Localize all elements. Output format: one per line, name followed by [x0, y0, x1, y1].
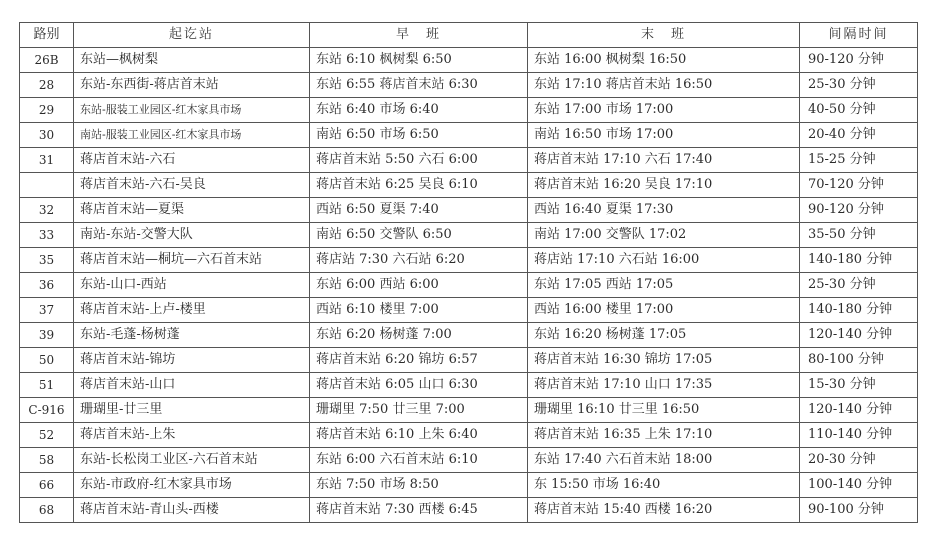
- route-cell: 30: [20, 123, 74, 148]
- interval-cell: 90-120 分钟: [800, 198, 918, 223]
- table-row: [20, 298, 918, 323]
- stops-cell: 蒋店首末站—桐坑—六石首末站: [74, 248, 310, 273]
- table-row: [20, 373, 918, 398]
- early-shift-cell: 东站 6:10 枫树梨 6:50: [310, 48, 528, 73]
- late-shift-cell: 东站 17:10 蒋店首末站 16:50: [528, 73, 800, 98]
- interval-cell: 15-30 分钟: [800, 373, 918, 398]
- stops-cell: 东站-毛蓬-杨树蓬: [74, 323, 310, 348]
- late-shift-cell: 蒋店首末站 16:35 上朱 17:10: [528, 423, 800, 448]
- stops-cell: 珊瑚里-廿三里: [74, 398, 310, 423]
- interval-cell: 100-140 分钟: [800, 473, 918, 498]
- table-row: [20, 98, 918, 123]
- stops-cell: 南站-东站-交警大队: [74, 223, 310, 248]
- route-cell: 58: [20, 448, 74, 473]
- table-row: [20, 273, 918, 298]
- interval-cell: 20-40 分钟: [800, 123, 918, 148]
- interval-cell: 80-100 分钟: [800, 348, 918, 373]
- interval-cell: 20-30 分钟: [800, 448, 918, 473]
- stops-cell: 蒋店首末站-六石-吴良: [74, 173, 310, 198]
- early-shift-cell: 蒋店首末站 6:20 锦坊 6:57: [310, 348, 528, 373]
- stops-cell: 蒋店首末站-山口: [74, 373, 310, 398]
- interval-cell: 120-140 分钟: [800, 398, 918, 423]
- table-row: [20, 48, 918, 73]
- route-cell: 28: [20, 73, 74, 98]
- stops-cell: 蒋店首末站—夏渠: [74, 198, 310, 223]
- early-shift-cell: 蒋店站 7:30 六石站 6:20: [310, 248, 528, 273]
- stops-cell: 蒋店首末站-青山头-西楼: [74, 498, 310, 523]
- table-header-row: [20, 23, 918, 48]
- early-shift-cell: 东站 6:20 杨树蓬 7:00: [310, 323, 528, 348]
- route-cell: 33: [20, 223, 74, 248]
- late-shift-cell: 东站 16:20 杨树蓬 17:05: [528, 323, 800, 348]
- late-shift-cell: 蒋店首末站 16:20 吴良 17:10: [528, 173, 800, 198]
- stops-cell: 蒋店首末站-上卢-楼里: [74, 298, 310, 323]
- stops-cell: 东站-市政府-红木家具市场: [74, 473, 310, 498]
- route-cell: 36: [20, 273, 74, 298]
- interval-cell: 70-120 分钟: [800, 173, 918, 198]
- table-row: [20, 398, 918, 423]
- late-shift-cell: 东站 17:05 西站 17:05: [528, 273, 800, 298]
- route-cell: 32: [20, 198, 74, 223]
- interval-cell: 40-50 分钟: [800, 98, 918, 123]
- stops-cell: 东站-山口-西站: [74, 273, 310, 298]
- route-cell: 35: [20, 248, 74, 273]
- late-shift-cell: 蒋店首末站 16:30 锦坊 17:05: [528, 348, 800, 373]
- stops-cell: 蒋店首末站-锦坊: [74, 348, 310, 373]
- route-cell: 39: [20, 323, 74, 348]
- late-shift-cell: 东 15:50 市场 16:40: [528, 473, 800, 498]
- interval-cell: 110-140 分钟: [800, 423, 918, 448]
- late-shift-cell: 南站 16:50 市场 17:00: [528, 123, 800, 148]
- route-cell: [20, 173, 74, 198]
- table-row: [20, 348, 918, 373]
- route-cell: C-916: [20, 398, 74, 423]
- table-row: [20, 448, 918, 473]
- table-row: [20, 123, 918, 148]
- late-shift-cell: 珊瑚里 16:10 廿三里 16:50: [528, 398, 800, 423]
- early-shift-cell: 南站 6:50 交警队 6:50: [310, 223, 528, 248]
- table-row: [20, 323, 918, 348]
- late-shift-cell: 蒋店首末站 17:10 山口 17:35: [528, 373, 800, 398]
- route-cell: 37: [20, 298, 74, 323]
- early-shift-cell: 西站 6:50 夏渠 7:40: [310, 198, 528, 223]
- interval-cell: 140-180 分钟: [800, 298, 918, 323]
- table-row: [20, 198, 918, 223]
- header-route: 路别: [20, 23, 74, 48]
- early-shift-cell: 蒋店首末站 7:30 西楼 6:45: [310, 498, 528, 523]
- route-cell: 68: [20, 498, 74, 523]
- late-shift-cell: 西站 16:00 楼里 17:00: [528, 298, 800, 323]
- late-shift-cell: 东站 16:00 枫树梨 16:50: [528, 48, 800, 73]
- header-late: 末 班: [528, 23, 800, 48]
- header-early: 早 班: [310, 23, 528, 48]
- table-row: [20, 473, 918, 498]
- route-cell: 29: [20, 98, 74, 123]
- header-stops: 起讫站: [74, 23, 310, 48]
- table-row: [20, 73, 918, 98]
- late-shift-cell: 蒋店首末站 17:10 六石 17:40: [528, 148, 800, 173]
- stops-cell: 东站-长松岗工业区-六石首末站: [74, 448, 310, 473]
- interval-cell: 90-100 分钟: [800, 498, 918, 523]
- late-shift-cell: 东站 17:00 市场 17:00: [528, 98, 800, 123]
- interval-cell: 120-140 分钟: [800, 323, 918, 348]
- late-shift-cell: 东站 17:40 六石首末站 18:00: [528, 448, 800, 473]
- route-cell: 50: [20, 348, 74, 373]
- header-interval: 间隔时间: [800, 23, 918, 48]
- stops-cell: 蒋店首末站-六石: [74, 148, 310, 173]
- bus-schedule-document: [19, 22, 918, 523]
- table-row: [20, 248, 918, 273]
- interval-cell: 90-120 分钟: [800, 48, 918, 73]
- route-cell: 66: [20, 473, 74, 498]
- route-cell: 31: [20, 148, 74, 173]
- table-row: [20, 423, 918, 448]
- bus-schedule-table: [19, 22, 918, 523]
- early-shift-cell: 东站 6:00 六石首末站 6:10: [310, 448, 528, 473]
- early-shift-cell: 西站 6:10 楼里 7:00: [310, 298, 528, 323]
- route-cell: 52: [20, 423, 74, 448]
- late-shift-cell: 蒋店首末站 15:40 西楼 16:20: [528, 498, 800, 523]
- stops-cell: 东站-东西街-蒋店首末站: [74, 73, 310, 98]
- route-cell: 26B: [20, 48, 74, 73]
- early-shift-cell: 珊瑚里 7:50 廿三里 7:00: [310, 398, 528, 423]
- stops-cell: 蒋店首末站-上朱: [74, 423, 310, 448]
- early-shift-cell: 蒋店首末站 6:25 吴良 6:10: [310, 173, 528, 198]
- interval-cell: 25-30 分钟: [800, 273, 918, 298]
- early-shift-cell: 东站 6:55 蒋店首末站 6:30: [310, 73, 528, 98]
- interval-cell: 25-30 分钟: [800, 73, 918, 98]
- interval-cell: 140-180 分钟: [800, 248, 918, 273]
- early-shift-cell: 蒋店首末站 6:10 上朱 6:40: [310, 423, 528, 448]
- table-row: [20, 173, 918, 198]
- early-shift-cell: 东站 6:40 市场 6:40: [310, 98, 528, 123]
- table-row: [20, 223, 918, 248]
- table-body: [20, 48, 918, 523]
- early-shift-cell: 东站 6:00 西站 6:00: [310, 273, 528, 298]
- table-row: [20, 148, 918, 173]
- stops-cell: 东站—枫树梨: [74, 48, 310, 73]
- interval-cell: 35-50 分钟: [800, 223, 918, 248]
- late-shift-cell: 南站 17:00 交警队 17:02: [528, 223, 800, 248]
- late-shift-cell: 蒋店站 17:10 六石站 16:00: [528, 248, 800, 273]
- early-shift-cell: 南站 6:50 市场 6:50: [310, 123, 528, 148]
- interval-cell: 15-25 分钟: [800, 148, 918, 173]
- early-shift-cell: 东站 7:50 市场 8:50: [310, 473, 528, 498]
- stops-cell: 南站-服装工业园区-红木家具市场: [74, 123, 310, 148]
- early-shift-cell: 蒋店首末站 6:05 山口 6:30: [310, 373, 528, 398]
- late-shift-cell: 西站 16:40 夏渠 17:30: [528, 198, 800, 223]
- early-shift-cell: 蒋店首末站 5:50 六石 6:00: [310, 148, 528, 173]
- stops-cell: 东站-服装工业园区-红木家具市场: [74, 98, 310, 123]
- route-cell: 51: [20, 373, 74, 398]
- table-row: [20, 498, 918, 523]
